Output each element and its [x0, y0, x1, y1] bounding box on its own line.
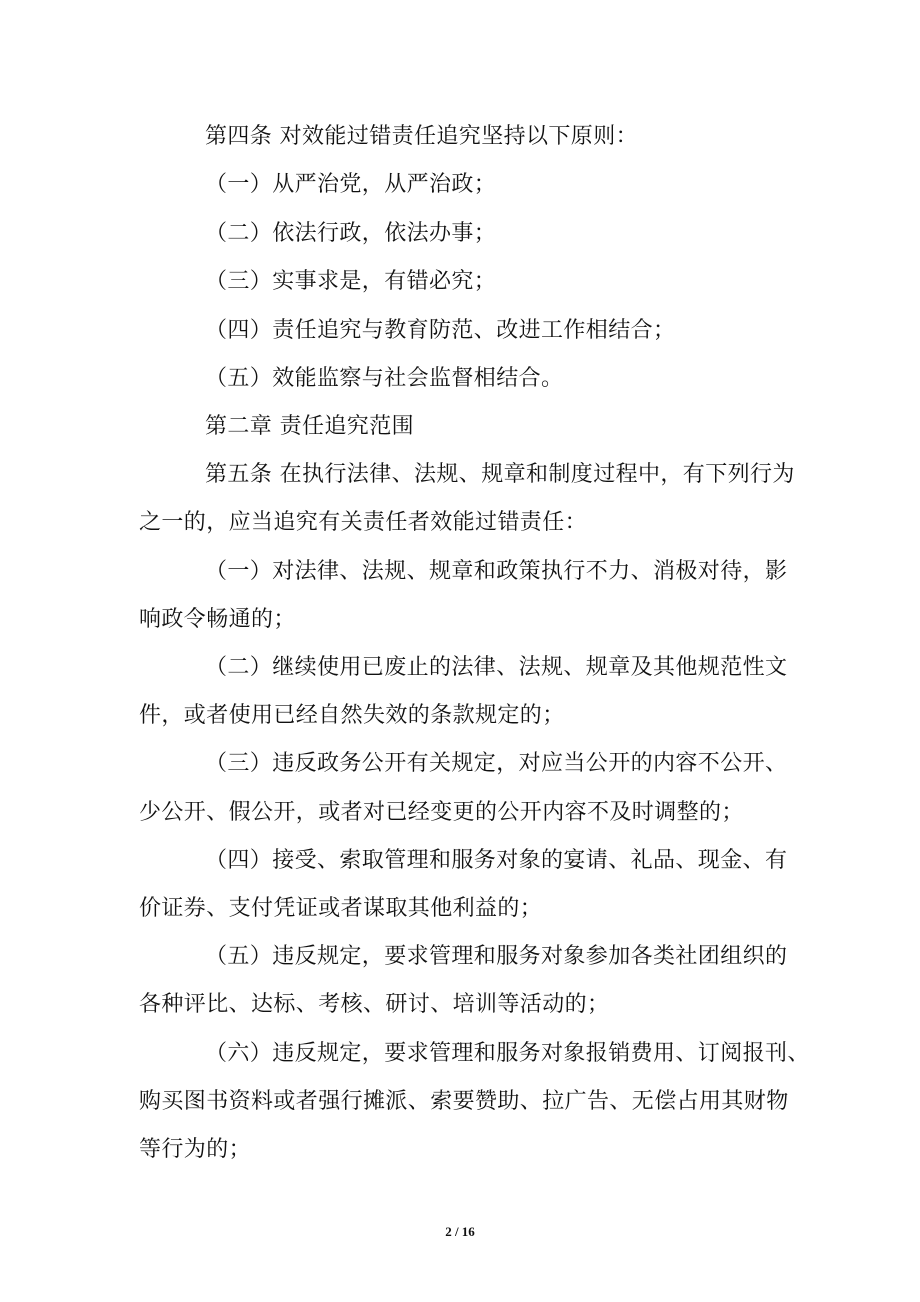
- item-4-line-2: 价证券、支付凭证或者谋取其他利益的；: [139, 896, 543, 921]
- item-2-line-1: （二）继续使用已废止的法律、法规、规章及其他规范性文: [205, 655, 788, 680]
- item-5-line-1: （五）违反规定，要求管理和服务对象参加各类社团组织的: [205, 944, 788, 969]
- principle-4: （四）责任追究与教育防范、改进工作相结合；: [205, 318, 676, 343]
- chapter-2-heading: 第二章 责任追究范围: [205, 414, 414, 439]
- article-4-heading: 第四条 对效能过错责任追究坚持以下原则：: [205, 124, 638, 149]
- item-5-line-2: 各种评比、达标、考核、研讨、培训等活动的；: [139, 992, 610, 1017]
- page-number: 2 / 16: [445, 1224, 475, 1239]
- article-5-line-1: 第五条 在执行法律、法规、规章和制度过程中，有下列行为: [205, 462, 795, 487]
- article-5-line-2: 之一的，应当追究有关责任者效能过错责任：: [139, 510, 588, 535]
- item-1-line-1: （一）对法律、法规、规章和政策执行不力、消极对待，影: [205, 559, 788, 584]
- item-2-line-2: 件，或者使用已经自然失效的条款规定的；: [139, 703, 565, 728]
- item-1-line-2: 响政令畅通的；: [139, 607, 296, 632]
- principle-1: （一）从严治党，从严治政；: [205, 172, 497, 197]
- item-6-line-3: 等行为的；: [139, 1137, 252, 1162]
- item-6-line-2: 购买图书资料或者强行摊派、索要赞助、拉广告、无偿占用其财物: [139, 1089, 789, 1114]
- item-4-line-1: （四）接受、索取管理和服务对象的宴请、礼品、现金、有: [205, 848, 788, 873]
- item-3-line-1: （三）违反政务公开有关规定，对应当公开的内容不公开、: [205, 751, 788, 776]
- principle-5: （五）效能监察与社会监督相结合。: [205, 366, 564, 391]
- principle-3: （三）实事求是，有错必究；: [205, 269, 497, 294]
- item-3-line-2: 少公开、假公开，或者对已经变更的公开内容不及时调整的；: [139, 800, 744, 825]
- item-6-line-1: （六）违反规定，要求管理和服务对象报销费用、订阅报刊、: [205, 1041, 810, 1066]
- principle-2: （二）依法行政，依法办事；: [205, 221, 497, 246]
